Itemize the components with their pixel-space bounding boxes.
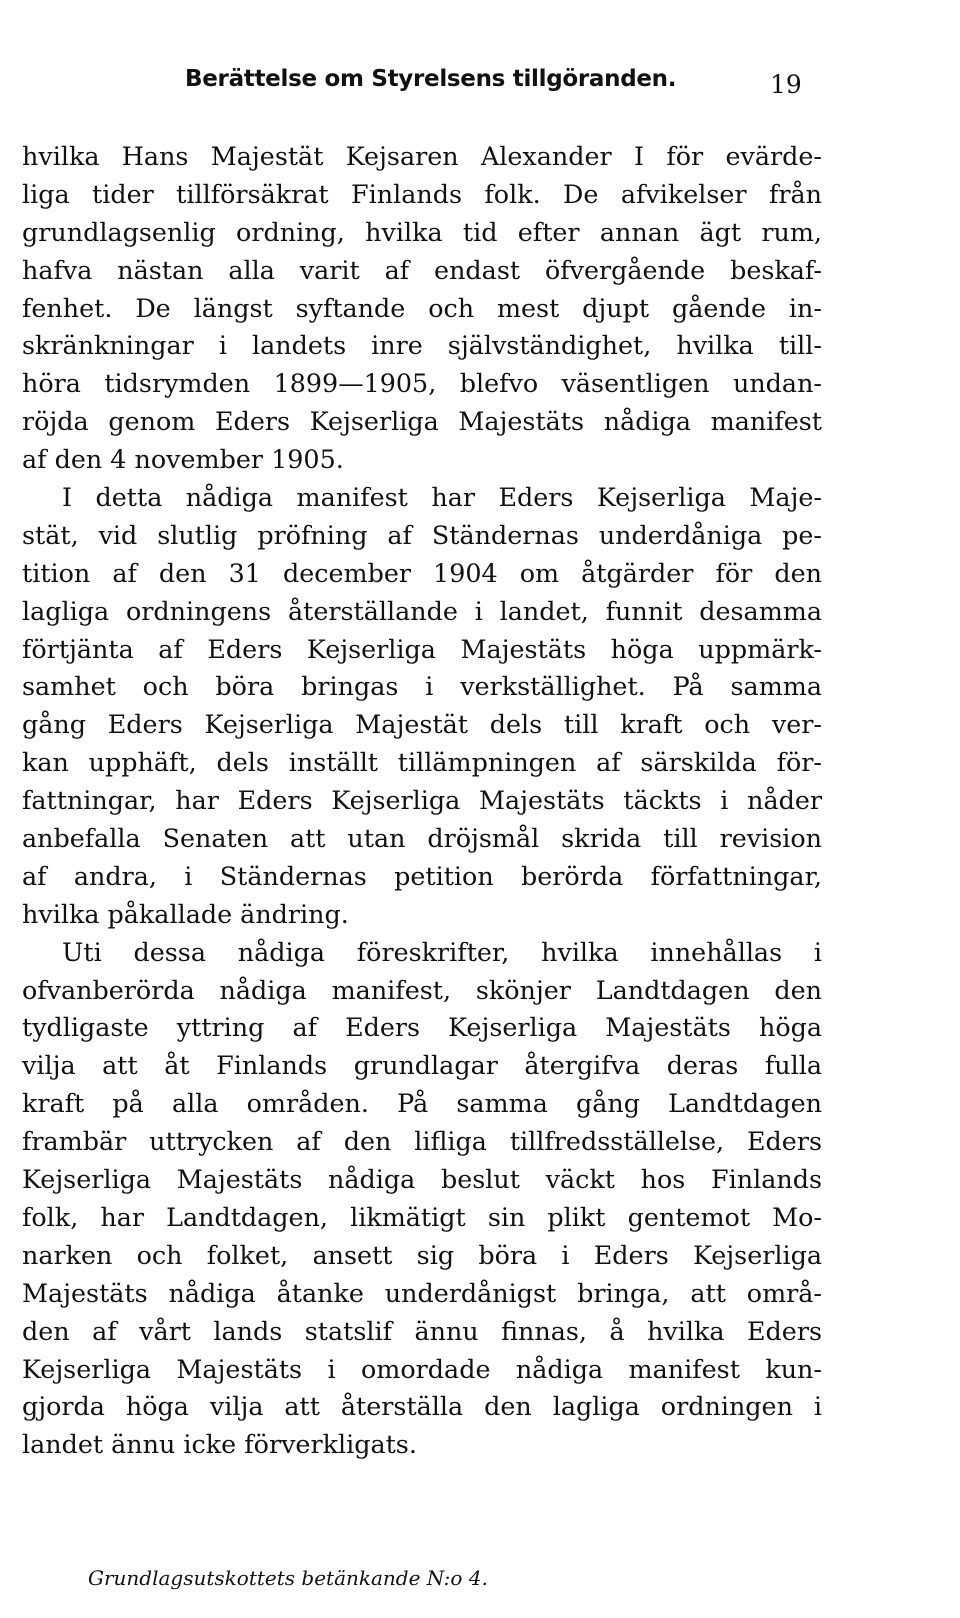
text-line: af den 4 november 1905. [22, 444, 344, 475]
text-line: frambär uttrycken af den lifliga tillfredsställelse, Eders [22, 1126, 822, 1157]
footer-signature: Grundlagsutskottets betänkande N:o 4. [88, 1566, 488, 1590]
text-line: gjorda höga vilja att återställa den lagliga ordningen i [22, 1391, 822, 1422]
text-line: folk, har Landtdagen, likmätigt sin plikt gentemot Mo- [22, 1201, 822, 1232]
text-line: förtjänta af Eders Kejserliga Majestäts höga uppmärk- [22, 633, 822, 664]
text-line: den af vårt lands statslif ännu finnas, å hvilka Eders [22, 1315, 822, 1346]
text-line: I detta nådiga manifest har Eders Kejserliga Maje- [62, 482, 822, 513]
text-line: samhet och böra bringas i verkställighet. På samma [22, 671, 822, 702]
text-line: skränkningar i landets inre självständighet, hvilka till- [22, 330, 822, 361]
text-line: narken och folket, ansett sig böra i Eders Kejserliga [22, 1239, 822, 1270]
text-line: fattningar, har Eders Kejserliga Majestäts täckts i nåder [22, 785, 822, 816]
text-line: Majestäts nådiga åtanke underdånigst bringa, att områ- [22, 1277, 822, 1308]
text-line: gång Eders Kejserliga Majestät dels till kraft och ver- [22, 709, 822, 740]
page-number: 19 [770, 70, 802, 99]
text-line: hvilka påkallade ändring. [22, 898, 349, 929]
text-line: lagliga ordningens återställande i landet, funnit desamma [22, 595, 822, 626]
running-title: Berättelse om Styrelsens tillgöranden. [185, 66, 677, 92]
text-line: stät, vid slutlig pröfning af Ständernas underdåniga pe- [22, 519, 822, 550]
text-line: kan upphäft, dels inställt tillämpningen af särskilda för- [22, 747, 822, 778]
text-line: kraft på alla områden. På samma gång Landtdagen [22, 1088, 822, 1119]
text-line: vilja att åt Finlands grundlagar återgifva deras fulla [22, 1050, 822, 1081]
text-line: anbefalla Senaten att utan dröjsmål skrida till revision [22, 823, 822, 854]
text-line: Kejserliga Majestäts i omordade nådiga manifest kun- [22, 1353, 822, 1384]
text-line: landet ännu icke förverkligats. [22, 1429, 417, 1460]
text-line: hafva nästan alla varit af endast öfvergående beskaf- [22, 254, 822, 285]
text-line: tydligaste yttring af Eders Kejserliga Majestäts höga [22, 1012, 822, 1043]
text-line: hvilka Hans Majestät Kejsaren Alexander I för evärde- [22, 141, 822, 171]
text-line: grundlagsenlig ordning, hvilka tid efter annan ägt rum, [22, 216, 822, 247]
text-line: liga tider tillförsäkrat Finlands folk. De afvikelser från [22, 178, 822, 209]
text-line: fenhet. De längst syftande och mest djupt gående in- [22, 292, 822, 323]
text-line: af andra, i Ständernas petition berörda författningar, [22, 860, 822, 891]
text-line: tition af den 31 december 1904 om åtgärder för den [22, 557, 822, 588]
text-line: höra tidsrymden 1899—1905, blefvo väsentligen undan- [22, 368, 822, 399]
text-line: röjda genom Eders Kejserliga Majestäts nådiga manifest [22, 406, 822, 437]
text-line: Uti dessa nådiga föreskrifter, hvilka innehållas i [62, 936, 822, 967]
body-text [22, 138, 822, 1464]
text-line: ofvanberörda nådiga manifest, skönjer Landtdagen den [22, 974, 822, 1005]
text-line: Kejserliga Majestäts nådiga beslut väckt hos Finlands [22, 1164, 822, 1195]
